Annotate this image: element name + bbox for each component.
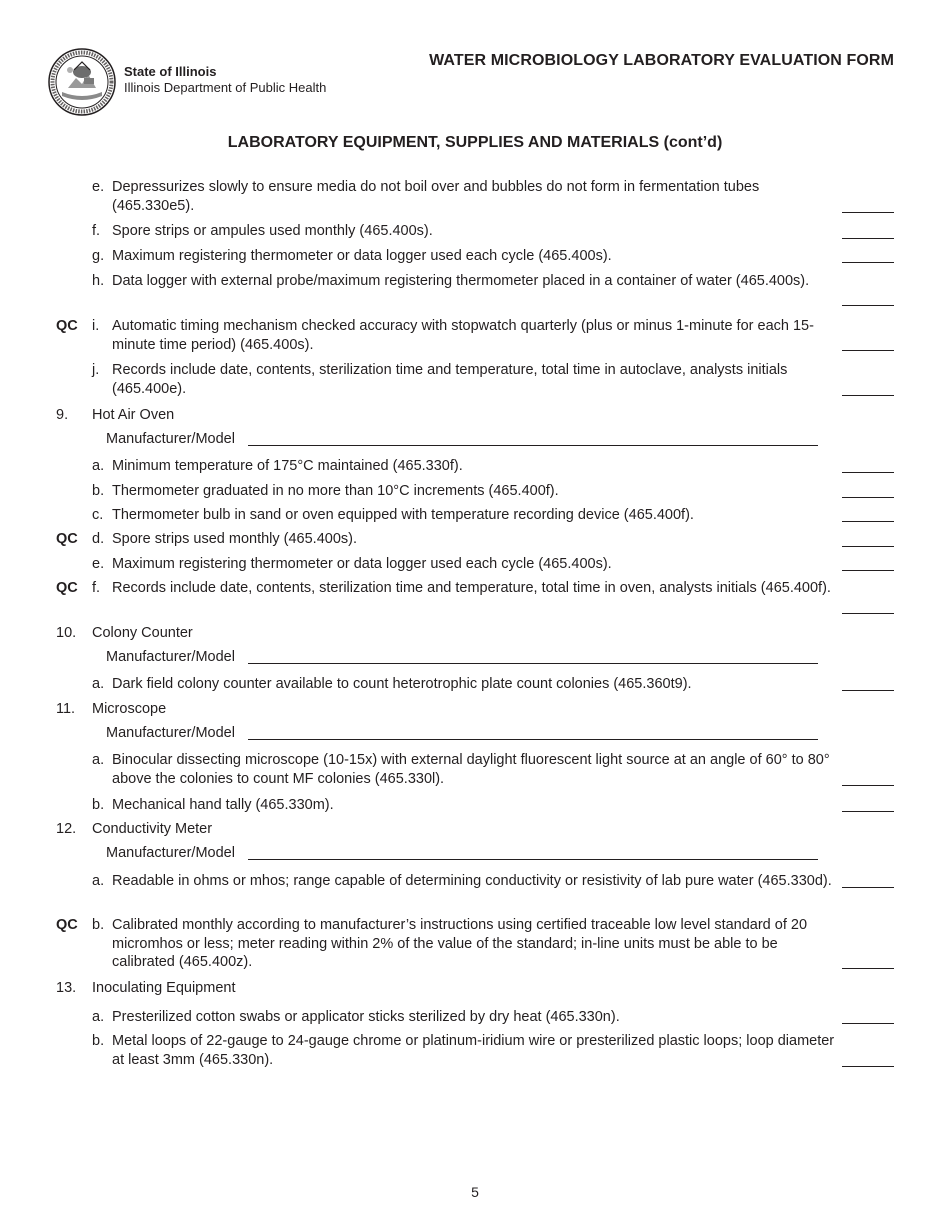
answer-blank[interactable] xyxy=(842,811,894,812)
manufacturer-model-field[interactable] xyxy=(248,739,818,740)
qc-marker: QC xyxy=(56,917,78,933)
answer-blank[interactable] xyxy=(842,262,894,263)
answer-blank[interactable] xyxy=(842,305,894,306)
item-text: Automatic timing mechanism checked accuracy with stopwatch quarterly (plus or minus 1-minute for each 15-minute time period) (465.400s). xyxy=(112,318,814,353)
answer-blank[interactable] xyxy=(842,1023,894,1024)
item-letter: e. xyxy=(92,179,105,195)
section-heading: Hot Air Oven xyxy=(92,407,175,423)
answer-blank[interactable] xyxy=(842,690,894,691)
item-letter: j. xyxy=(92,362,100,378)
item-letter: b. xyxy=(92,483,105,499)
item-letter: i. xyxy=(92,318,100,334)
item-text: Data logger with external probe/maximum registering thermometer placed in a container of water (465.400s). xyxy=(112,273,810,289)
item-letter: a. xyxy=(92,873,105,889)
item-text: Mechanical hand tally (465.330m). xyxy=(112,797,334,813)
item-text: Presterilized cotton swabs or applicator sticks sterilized by dry heat (465.330n). xyxy=(112,1009,620,1025)
manufacturer-model-field[interactable] xyxy=(248,663,818,664)
answer-blank[interactable] xyxy=(842,212,894,213)
answer-blank[interactable] xyxy=(842,350,894,351)
item-letter: c. xyxy=(92,507,104,523)
item-letter: a. xyxy=(92,752,105,768)
item-letter: b. xyxy=(92,1033,105,1049)
answer-blank[interactable] xyxy=(842,1066,894,1067)
agency-block xyxy=(124,64,326,96)
item-letter: e. xyxy=(92,556,105,572)
item-text: Thermometer graduated in no more than 10°C increments (465.400f). xyxy=(112,483,559,499)
item-letter: g. xyxy=(92,248,105,264)
manufacturer-model-field[interactable] xyxy=(248,859,818,860)
qc-marker: QC xyxy=(56,531,78,547)
qc-marker: QC xyxy=(56,580,78,596)
answer-blank[interactable] xyxy=(842,395,894,396)
section-number: 10. xyxy=(56,625,77,641)
item-letter: a. xyxy=(92,676,105,692)
item-text: Binocular dissecting microscope (10-15x) with external daylight fluorescent light source at an angle of 60° to 80° above the colonies to count MF colonies (465.330l). xyxy=(112,752,830,787)
item-text: Thermometer bulb in sand or oven equipped with temperature recording device (465.400f). xyxy=(112,507,694,523)
manufacturer-label: Manufacturer/Model xyxy=(106,725,235,741)
item-text: Spore strips or ampules used monthly (465.400s). xyxy=(112,223,433,239)
section-heading: Conductivity Meter xyxy=(92,821,213,837)
state-name: State of Illinois xyxy=(124,64,217,79)
answer-blank[interactable] xyxy=(842,570,894,571)
manufacturer-label: Manufacturer/Model xyxy=(106,845,235,861)
answer-blank[interactable] xyxy=(842,968,894,969)
item-text: Spore strips used monthly (465.400s). xyxy=(112,531,358,547)
item-text: Readable in ohms or mhos; range capable of determining conductivity or resistivity of lab pure water (465.330d). xyxy=(112,873,832,889)
answer-blank[interactable] xyxy=(842,887,894,888)
item-letter: b. xyxy=(92,917,105,933)
page-number: 5 xyxy=(471,1184,479,1200)
answer-blank[interactable] xyxy=(842,546,894,547)
item-text: Minimum temperature of 175°C maintained (465.330f). xyxy=(112,458,463,474)
item-text: Dark field colony counter available to count heterotrophic plate count colonies (465.360t9). xyxy=(112,676,692,692)
item-text: Maximum registering thermometer or data logger used each cycle (465.400s). xyxy=(112,248,612,264)
answer-blank[interactable] xyxy=(842,497,894,498)
manufacturer-label: Manufacturer/Model xyxy=(106,431,235,447)
form-title: WATER MICROBIOLOGY LABORATORY EVALUATION FORM xyxy=(429,52,894,69)
item-letter: b. xyxy=(92,797,105,813)
answer-blank[interactable] xyxy=(842,613,894,614)
section-number: 12. xyxy=(56,821,77,837)
item-text: Calibrated monthly according to manufacturer’s instructions using certified traceable low level standard of 20 micromhos or less; meter reading within 2% of the value of the standard; in-line units must be able to be calibrated (465.400z). xyxy=(112,917,808,970)
section-heading: Colony Counter xyxy=(92,625,193,641)
item-text: Depressurizes slowly to ensure media do not boil over and bubbles do not form in fermentation tubes (465.330e5). xyxy=(112,179,760,214)
item-letter: a. xyxy=(92,458,105,474)
manufacturer-label: Manufacturer/Model xyxy=(106,649,235,665)
answer-blank[interactable] xyxy=(842,472,894,473)
item-letter: d. xyxy=(92,531,105,547)
item-letter: h. xyxy=(92,273,105,289)
item-text: Records include date, contents, sterilization time and temperature, total time in autoclave, analysts initials (465.400e). xyxy=(112,362,788,397)
item-text: Records include date, contents, sterilization time and temperature, total time in oven, analysts initials (465.400f). xyxy=(112,580,831,596)
department-name: Illinois Department of Public Health xyxy=(124,80,327,95)
item-letter: f. xyxy=(92,580,101,596)
answer-blank[interactable] xyxy=(842,238,894,239)
state-seal-logo xyxy=(48,48,116,116)
section-number: 13. xyxy=(56,980,77,996)
section-heading: Inoculating Equipment xyxy=(92,980,236,996)
answer-blank[interactable] xyxy=(842,521,894,522)
qc-marker: QC xyxy=(56,318,78,334)
manufacturer-model-field[interactable] xyxy=(248,445,818,446)
section-title: LABORATORY EQUIPMENT, SUPPLIES AND MATERIALS (cont’d) xyxy=(227,134,723,151)
section-heading: Microscope xyxy=(92,701,167,717)
section-number: 9. xyxy=(56,407,69,423)
item-text: Metal loops of 22-gauge to 24-gauge chrome or platinum-iridium wire or presterilized plastic loops; loop diameter at least 3mm (465.330n). xyxy=(112,1033,835,1068)
item-letter: f. xyxy=(92,223,101,239)
section-number: 11. xyxy=(56,701,76,717)
answer-blank[interactable] xyxy=(842,785,894,786)
item-letter: a. xyxy=(92,1009,105,1025)
item-text: Maximum registering thermometer or data logger used each cycle (465.400s). xyxy=(112,556,612,572)
